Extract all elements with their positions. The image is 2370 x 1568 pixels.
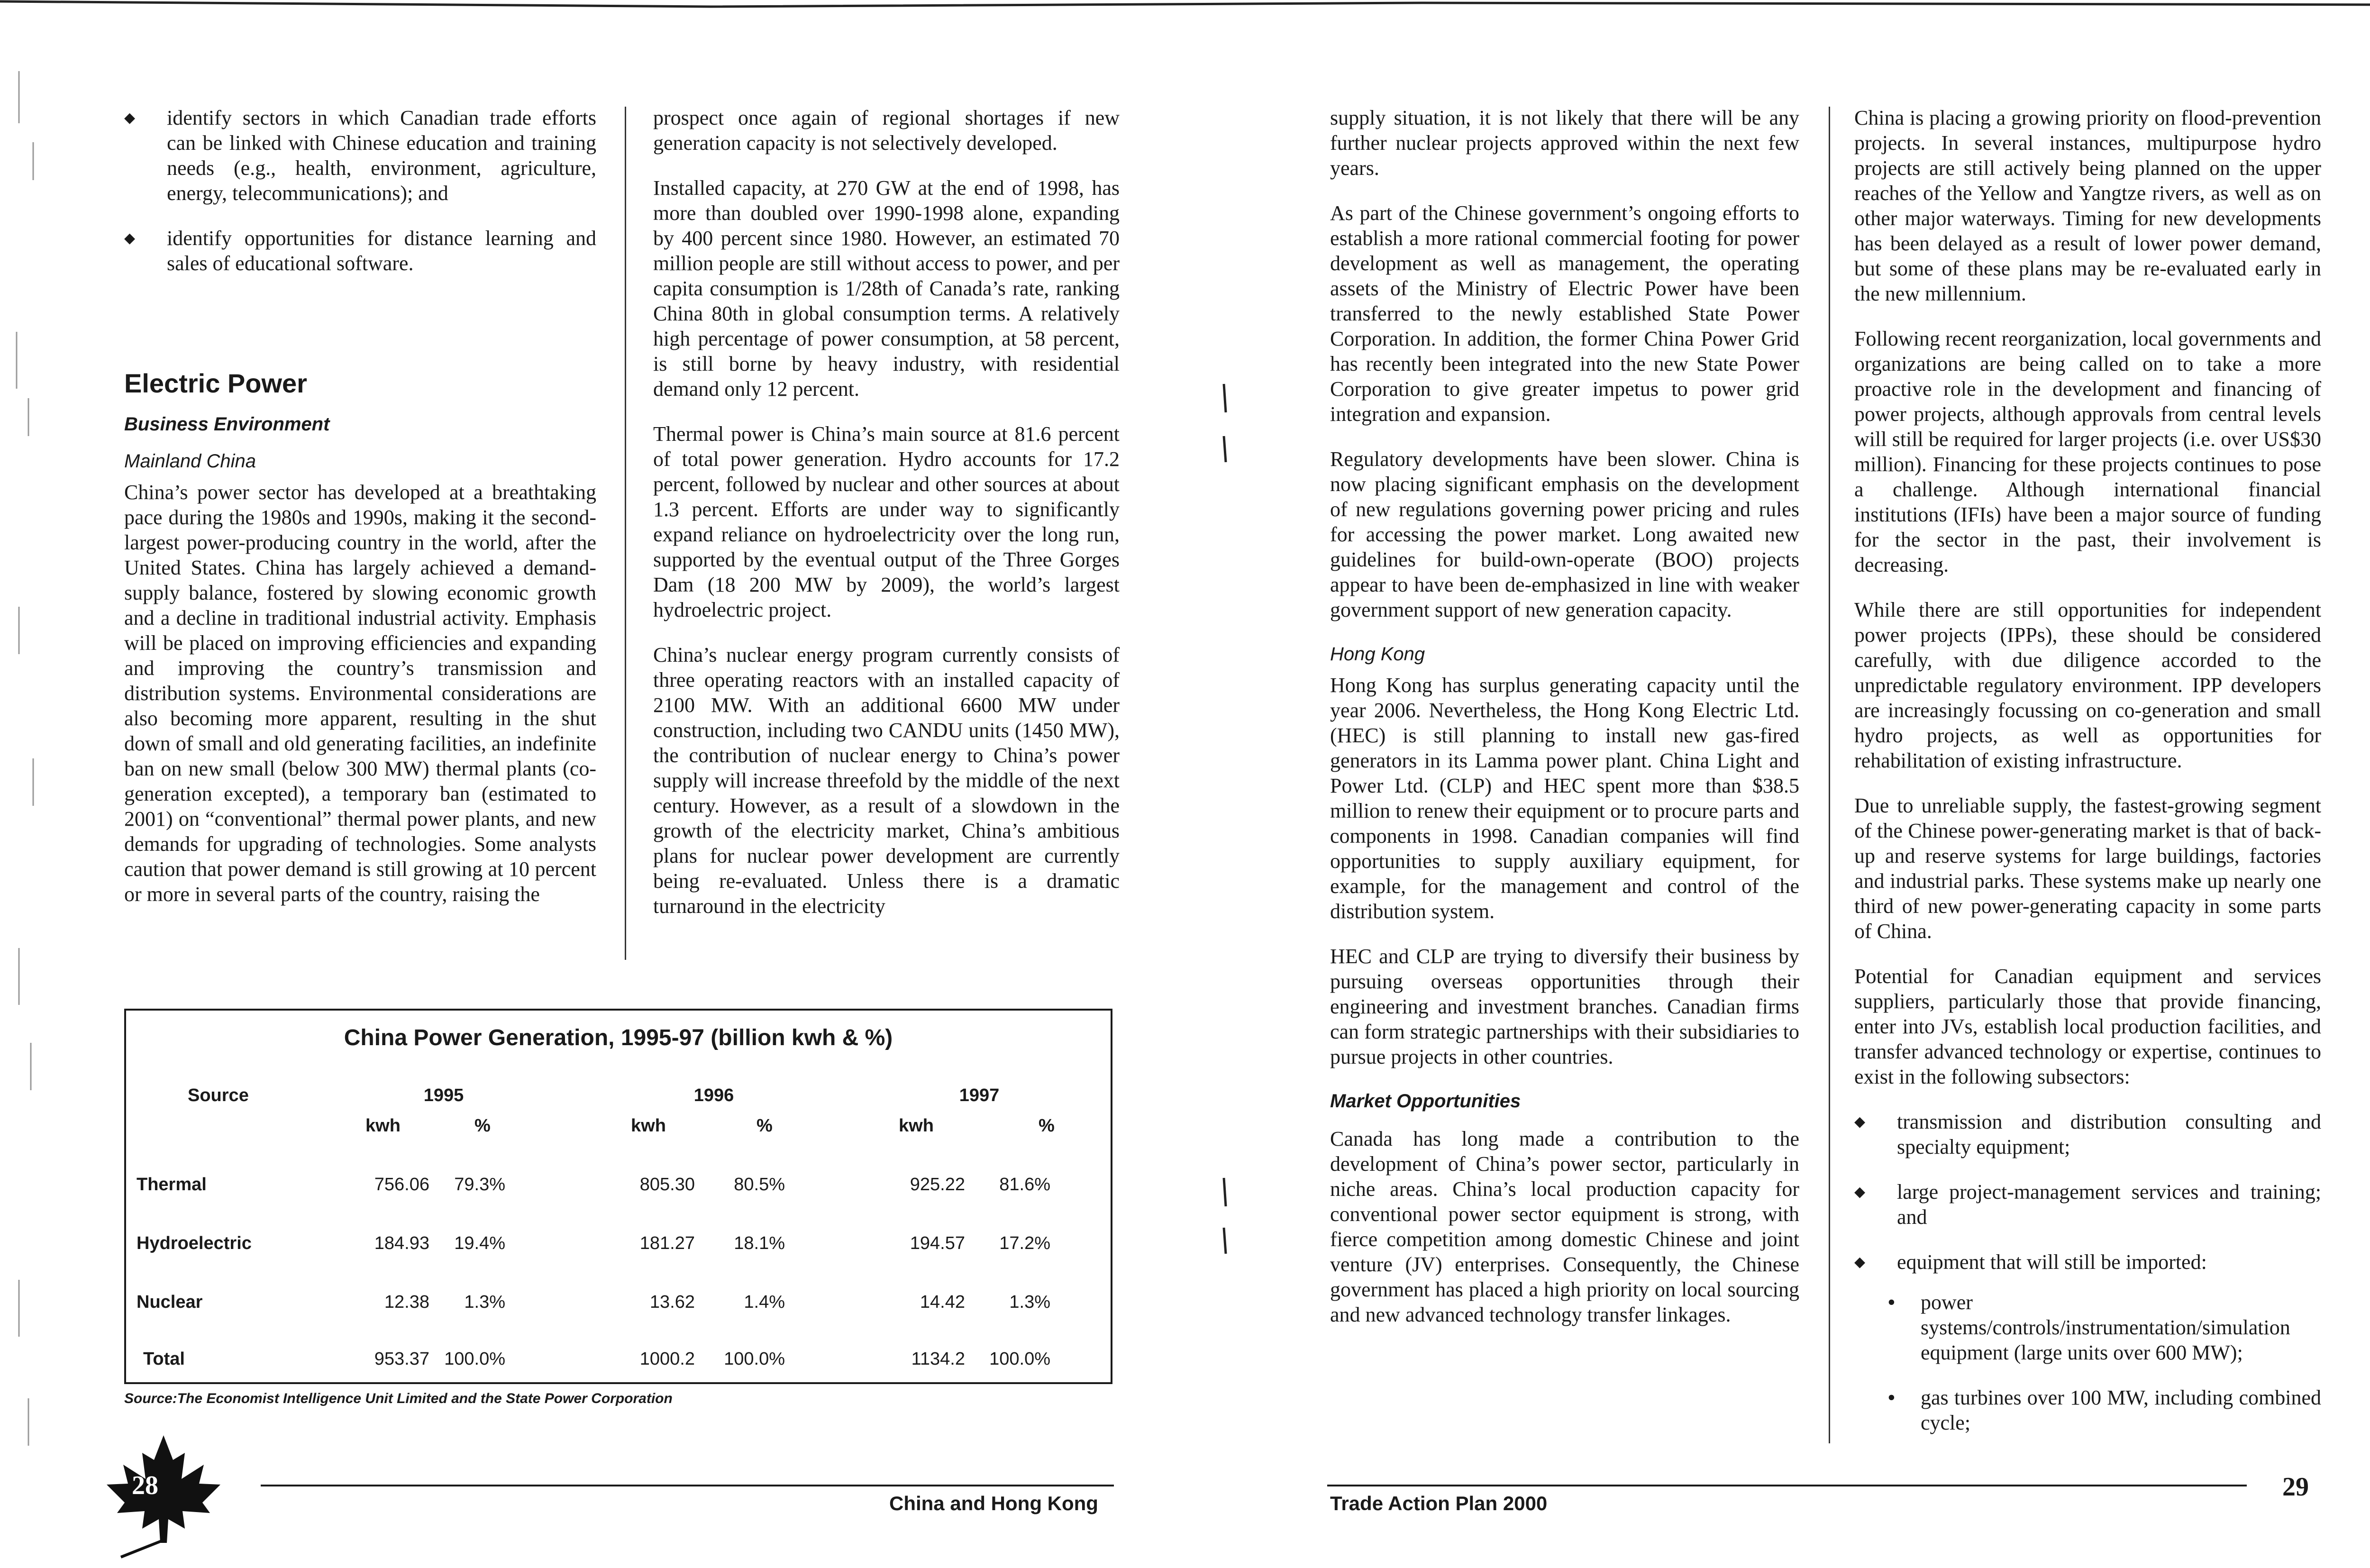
paragraph: Following recent reorganization, local governments and organizations are being called on to take a more proactive role in the development and financing of power projects, although approvals from central levels will still be required for larger projects (i.e. over US$30 million). Financing for these projects continues to pose a challenge. Although international financial institutions (IFIs) have been a major source of funding for the sector in the past, their involvement is decreasing.	[1854, 327, 2321, 576]
list-item: • power systems/controls/instrumentation/simulation equipment (large units over 600 MW);	[1887, 1290, 2321, 1365]
pct-label: %	[1039, 1116, 1055, 1136]
column-4	[1854, 105, 2321, 1455]
subsection-title: Market Opportunities	[1330, 1091, 1521, 1112]
paragraph: Thermal power is China’s main source at 81.6 percent of total power generation. Hydro accounts for 17.2 percent, followed by nuclear and other sources at about 1.3 percent. Efforts are under way to significantly expand reliance on hydroelectricity over the long run, supported by the eventual output of the Three Gorges Dam (18 200 MW by 2009), the world’s largest hydroelectric project.	[653, 422, 1120, 621]
paragraph: Regulatory developments have been slower. China is now placing significant emphasis on the development of new regulations governing power pricing and rules for accessing the power market. Long awaited new guidelines for build-own-operate (BOO) projects appear to have been de-emphasized in line with weaker government support of new generation capacity.	[1330, 447, 1799, 621]
paragraph: prospect once again of regional shortages if new generation capacity is not selectively developed.	[653, 106, 1120, 155]
section-title: Electric Power	[124, 368, 307, 398]
maple-leaf-icon	[102, 1431, 225, 1559]
paragraph: Due to unreliable supply, the fastest-growing segment of the Chinese power-generating market is that of back-up and reserve systems for large buildings, factories and industrial parks. These systems make up nearly one third of new power-generating capacity in some parts of China.	[1854, 794, 2321, 943]
table-cell: 81.6%	[999, 1175, 1050, 1194]
row-label: Hydroelectric	[137, 1233, 252, 1253]
table-cell: 805.30	[639, 1175, 695, 1194]
table-cell: 100.0%	[989, 1349, 1050, 1369]
paragraph: China is placing a growing priority on flood-prevention projects. In several instances, multipurpose hydro projects are still actively being planned on the upper reaches of the Yellow and Yangtze rivers, as well as on other major waterways. Timing for new developments has been delayed as a result of lower power demand, but some of these plans may be re-evaluated early in the new millennium.	[1854, 106, 2321, 305]
year-header: 1995	[423, 1085, 464, 1105]
table-cell: 14.42	[920, 1292, 965, 1312]
column-divider	[625, 107, 626, 960]
list-item: ◆ transmission and distribution consulting and specialty equipment;	[1854, 1109, 2321, 1159]
table-cell: 19.4%	[454, 1233, 505, 1253]
table-title: China Power Generation, 1995-97 (billion kwh & %)	[344, 1025, 893, 1050]
table-cell: 100.0%	[444, 1349, 505, 1369]
table-cell: 1134.2	[911, 1349, 965, 1369]
year-header: 1996	[693, 1085, 734, 1105]
paragraph: supply situation, it is not likely that there will be any further nuclear projects approved within the next few years.	[1330, 106, 1799, 180]
row-label: Thermal	[137, 1175, 207, 1194]
table-cell: 1.4%	[744, 1292, 785, 1312]
pct-label: %	[474, 1116, 491, 1136]
column-divider	[1829, 107, 1830, 1443]
table-cell: 925.22	[910, 1175, 965, 1194]
paragraph: Installed capacity, at 270 GW at the end of 1998, has more than doubled over 1990-1998 alone, expanding by 400 percent since 1980. However, an estimated 70 million people are still without access to power, and per capita consumption is 1/28th of Canada’s rate, ranking China 80th in global consumption terms. A relatively high percentage of power consumption, at 58 percent, is still borne by heavy industry, with residential demand only 12 percent.	[653, 176, 1120, 401]
source-header: Source	[188, 1085, 249, 1105]
table-cell: 18.1%	[734, 1233, 785, 1253]
paragraph: Potential for Canadian equipment and services suppliers, particularly those that provide financing, enter into JVs, establish local production facilities, and transfer advanced technology or expertise, continues to exist in the following subsectors:	[1854, 965, 2321, 1088]
footer-left-title: China and Hong Kong	[889, 1492, 1098, 1514]
left-page-number: 28	[132, 1471, 158, 1500]
minor-title: Mainland China	[124, 451, 256, 472]
right-page-number: 29	[2282, 1472, 2309, 1502]
footer-rule-left	[261, 1485, 1114, 1486]
row-label: Total	[143, 1349, 185, 1369]
table-cell: 13.62	[649, 1292, 695, 1312]
list-item: ◆ equipment that will still be imported:	[1854, 1249, 2321, 1275]
paragraph: HEC and CLP are trying to diversify their business by pursuing overseas opportunities through their engineering and investment branches. Canadian firms can form strategic partnerships with their subsidiaries to pursue projects in other countries.	[1330, 945, 1799, 1068]
bullet-list	[1854, 1109, 2321, 1275]
paragraph: While there are still opportunities for independent power projects (IPPs), these should be considered carefully, with due diligence accorded to the unpredictable regulatory environment. IPP developers are increasingly focussing on co-generation and small hydro projects, as well as opportunities for rehabilitation of existing infrastructure.	[1854, 598, 2321, 772]
table-source-note: Source:The Economist Intelligence Unit Limited and the State Power Corporation	[124, 1391, 673, 1406]
paragraph: China’s power sector has developed at a breathtaking pace during the 1980s and 1990s, making it the second-largest power-producing country in the world, after the United States. China has largely achieved a demand-supply balance, fostered by slowing economic growth and a decline in traditional industrial activity. Emphasis will be placed on improving efficiencies and expanding and improving the country’s transmission and distribution systems. Environmental considerations are also becoming more apparent, resulting in the shut down of small and old generating facilities, an indefinite ban on new small (below 300 MW) thermal plants (co-generation excepted), a temporary ban (estimated to 2001) on “conventional” thermal power plants, and new demands for upgrading of technologies. Some analysts caution that power demand is still growing at 10 percent or more in several parts of the country, raising the	[124, 481, 596, 906]
list-item: ◆ large project-management services and training; and	[1854, 1179, 2321, 1230]
table-cell: 184.93	[374, 1233, 429, 1253]
paragraph: Hong Kong has surplus generating capacity until the year 2006. Nevertheless, the Hong Kong Electric Ltd. (HEC) is still planning to install new gas-fired generators in its Lamma power plant. China Light and Power Ltd. (CLP) and HEC spent more than $38.5 million to renew their equipment or to procure parts and components in 1998. Canadian companies will find opportunities to supply auxiliary equipment, for example, for the management and control of the distribution system.	[1330, 674, 1799, 923]
row-label: Nuclear	[137, 1292, 203, 1312]
power-generation-table	[124, 1009, 1112, 1384]
table-cell: 756.06	[374, 1175, 429, 1194]
column-3	[1330, 105, 1799, 1347]
table-cell: 79.3%	[454, 1175, 505, 1194]
column-1	[124, 105, 596, 927]
kwh-label: kwh	[899, 1116, 934, 1136]
table-cell: 17.2%	[999, 1233, 1050, 1253]
table-cell: 1000.2	[639, 1349, 695, 1369]
table-cell: 953.37	[374, 1349, 429, 1369]
table-cell: 100.0%	[724, 1349, 785, 1369]
sub-bullet-list	[1854, 1290, 2321, 1435]
pct-label: %	[757, 1116, 773, 1136]
footer-rule-right	[1327, 1485, 2247, 1486]
kwh-label: kwh	[365, 1116, 401, 1136]
table-cell: 194.57	[910, 1233, 965, 1253]
column-2	[653, 105, 1120, 939]
table-cell: 80.5%	[734, 1175, 785, 1194]
bullet-list-top	[124, 105, 596, 276]
table-cell: 181.27	[639, 1233, 695, 1253]
year-header: 1997	[959, 1085, 1000, 1105]
list-item: • gas turbines over 100 MW, including combined cycle;	[1887, 1385, 2321, 1435]
list-item: ◆ identify opportunities for distance learning and sales of educational software.	[124, 226, 596, 276]
table-cell: 1.3%	[464, 1292, 505, 1312]
list-item: ◆ identify sectors in which Canadian trade efforts can be linked with Chinese education and training needs (e.g., health, environment, agriculture, energy, telecommunications); and	[124, 105, 596, 206]
kwh-label: kwh	[631, 1116, 666, 1136]
paragraph: As part of the Chinese government’s ongoing efforts to establish a more rational commercial footing for power development as well as management, the operating assets of the Ministry of Electric Power have been transferred to the newly established State Power Corporation. In addition, the former China Power Grid has recently been integrated into the new State Power Corporation to give greater impetus to power grid integration and expansion.	[1330, 201, 1799, 426]
subsection-title: Business Environment	[124, 414, 330, 435]
minor-title: Hong Kong	[1330, 644, 1425, 665]
table-cell: 12.38	[384, 1292, 429, 1312]
footer-right-title: Trade Action Plan 2000	[1330, 1492, 1548, 1514]
paragraph: Canada has long made a contribution to the development of China’s power sector, particularly in niche areas. China’s local production capacity for conventional power sector equipment is strong, with fierce competition among domestic Chinese and joint venture (JV) enterprises. Consequently, the Chinese government has placed a high priority on local sourcing and new advanced technology transfer linkages.	[1330, 1127, 1799, 1326]
table-cell: 1.3%	[1009, 1292, 1050, 1312]
paragraph: China’s nuclear energy program currently consists of three operating reactors with an installed capacity of 2100 MW. With an additional 6600 MW under construction, including two CANDU units (1450 MW), the contribution of nuclear energy to China’s power supply will increase threefold by the middle of the next century. However, as a result of a slowdown in the growth of the electricity market, China’s ambitious plans for nuclear power development are currently being re-evaluated. Unless there is a dramatic turnaround in the electricity	[653, 643, 1120, 918]
